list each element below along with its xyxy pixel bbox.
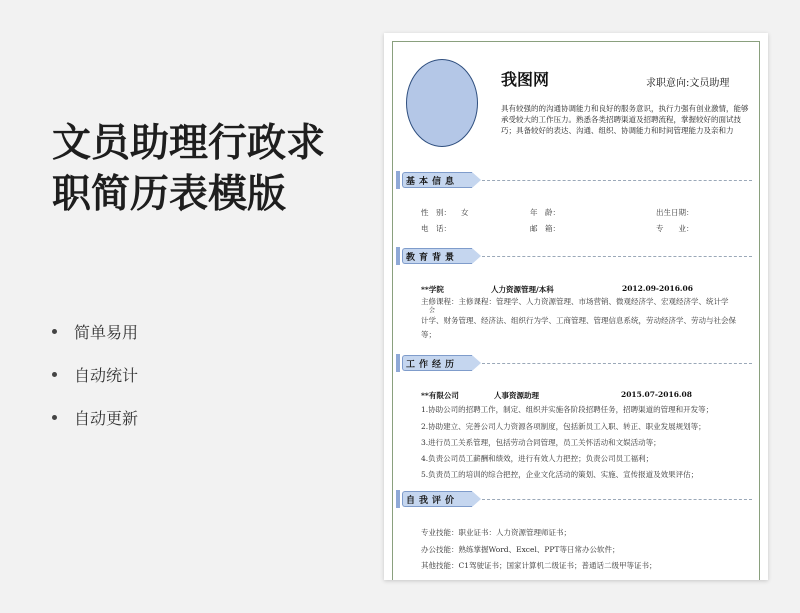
job-intent: 求职意向:文员助理: [646, 78, 730, 89]
major-label: 专 业：: [656, 224, 694, 233]
duty-item: 2.协助建立、完善公司人力资源各项制度，包括新员工入职、转正、职业发展规划等；: [421, 422, 706, 431]
feature-label: 自动统计: [74, 366, 139, 385]
section-title: 教育背景: [406, 253, 459, 263]
resume-name: 我图网: [501, 70, 550, 89]
section-title: 工作经历: [406, 360, 459, 370]
section-arrow-icon: [472, 491, 481, 507]
courses-line: 计学、财务管理、经济法、组织行为学、工商管理、管理信息系统，劳动经济学、劳动与社会保: [421, 316, 736, 325]
education-major: 人力资源管理/本科: [491, 285, 554, 294]
school-name: **学院: [421, 285, 444, 294]
section-header-education: [396, 245, 756, 267]
section-arrow-icon: [472, 172, 481, 188]
work-position: 人事资源助理: [494, 391, 539, 400]
promo-title-line-1: 文员助理行政求: [52, 121, 326, 166]
section-divider: [482, 363, 752, 364]
section-divider: [482, 256, 752, 257]
resume-preview: [384, 33, 768, 580]
section-title: 基本信息: [406, 177, 459, 187]
bullet-icon: [52, 415, 57, 420]
gender-value: 女: [461, 208, 469, 217]
section-header-basic-info: [396, 169, 756, 191]
work-period: 2015.07-2016.08: [621, 390, 692, 399]
courses-line: 主修课程：主修课程：管理学、人力资源管理、市场营销、微观经济学、宏观经济学、统计学: [421, 297, 729, 306]
feature-list: [52, 310, 138, 439]
education-period: 2012.09-2016.06: [622, 284, 693, 293]
feature-item: [52, 353, 138, 396]
duty-item: 4.负责公司员工薪酬和绩效，进行有效人力把控；负责公司员工福利；: [421, 454, 654, 463]
section-header-work: [396, 352, 756, 374]
courses-line: 会: [429, 307, 436, 314]
skill-line: 专业技能：职业证书：人力资源管理师证书；: [421, 528, 571, 537]
phone-label: 电 话：: [421, 224, 451, 233]
bullet-icon: [52, 329, 57, 334]
section-arrow-icon: [472, 248, 481, 264]
section-bar: [396, 490, 400, 508]
birth-date-label: 出生日期：: [656, 208, 694, 217]
feature-label: 自动更新: [74, 409, 139, 428]
section-divider: [482, 499, 752, 500]
promo-title-line-2: 职简历表模版: [52, 172, 287, 217]
courses-line: 等；: [421, 330, 436, 339]
duty-item: 3.进行员工关系管理，包括劳动合同管理，员工关怀活动和文娱活动等；: [421, 438, 661, 447]
promo-title: [52, 118, 372, 220]
feature-item: [52, 310, 138, 353]
duty-item: 1.协助公司的招聘工作，制定、组织并实施各阶段招聘任务，招聘渠道的管理和开发等；: [421, 405, 714, 414]
gender-label: 性 别：: [421, 208, 451, 217]
section-header-self-evaluation: [396, 488, 756, 510]
section-divider: [482, 180, 752, 181]
photo-placeholder: [406, 59, 478, 147]
section-arrow-icon: [472, 355, 481, 371]
section-title: 自我评价: [406, 496, 459, 506]
section-bar: [396, 247, 400, 265]
duty-item: 5.负责员工的培训的综合把控，企业文化活动的策划、实施、宣传报道及效果评估；: [421, 470, 699, 479]
feature-item: [52, 396, 138, 439]
company-name: **有限公司: [421, 391, 459, 400]
skill-line: 其他技能：C1驾驶证书；国家计算机二级证书；普通话二级甲等证书；: [421, 561, 657, 570]
section-bar: [396, 354, 400, 372]
bullet-icon: [52, 372, 57, 377]
age-label: 年 龄：: [530, 208, 560, 217]
skill-line: 办公技能：熟练掌握Word、Excel、PPT等日常办公软件；: [421, 545, 620, 554]
section-bar: [396, 171, 400, 189]
feature-label: 简单易用: [74, 323, 139, 342]
email-label: 邮 箱：: [530, 224, 560, 233]
self-summary: 具有较强的的沟通协调能力和良好的服务意识，执行力强有创业激情，能够承受较大的工作压力。熟悉各类招聘渠道及招聘流程，掌握较好的面试技巧；具备较好的表达、沟通、组织、协调能力和时间管理能力及亲和力: [501, 104, 749, 135]
